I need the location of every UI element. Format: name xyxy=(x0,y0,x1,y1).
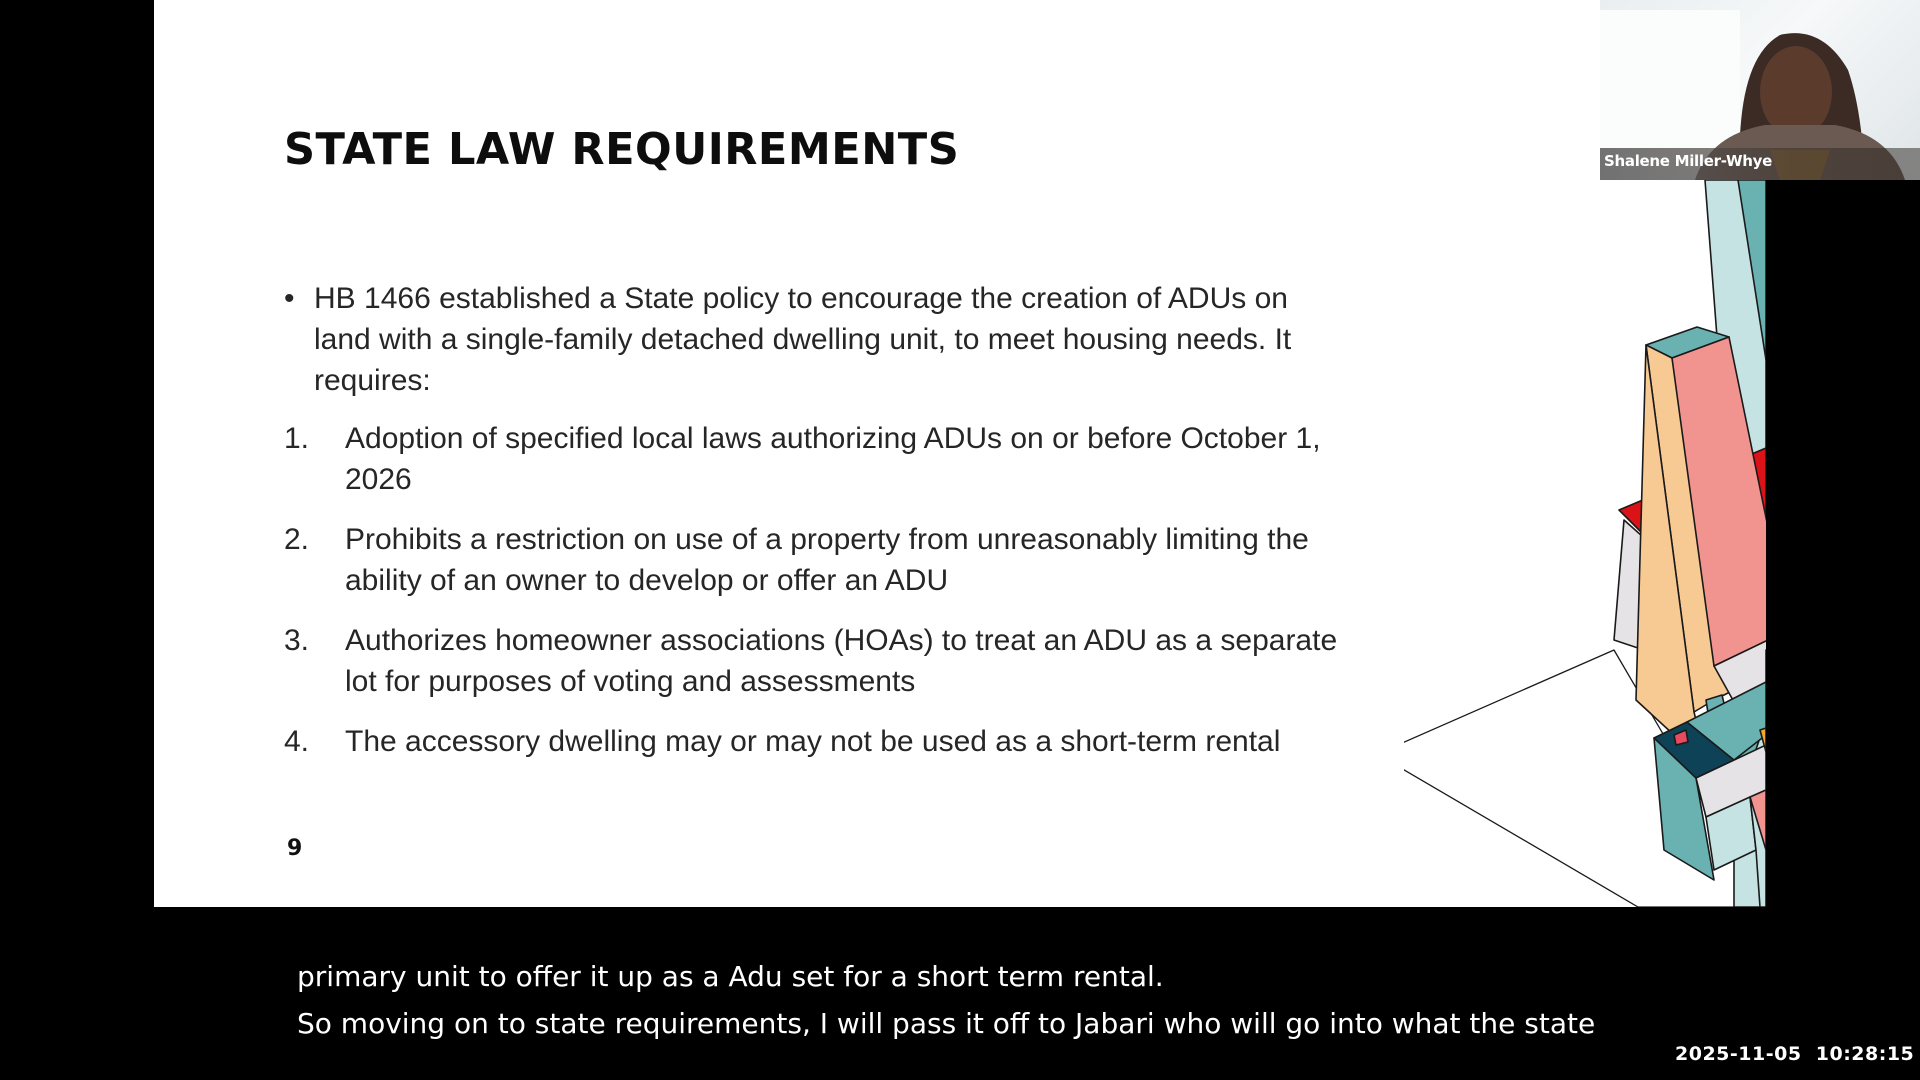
slide-page-number: 9 xyxy=(287,836,303,861)
requirement-item xyxy=(284,721,1364,762)
requirement-text: The accessory dwelling may or may not be used as a short-term rental xyxy=(345,725,1281,758)
requirement-item xyxy=(284,418,1364,500)
requirement-item xyxy=(284,519,1364,601)
requirement-text: Adoption of specified local laws authorizing ADUs on or before October 1, 2026 xyxy=(345,422,1321,496)
requirement-item xyxy=(284,620,1364,702)
presentation-slide xyxy=(154,0,1766,907)
requirement-number: 3. xyxy=(284,624,310,657)
requirements-list xyxy=(284,418,1364,781)
slide-title: STATE LAW REQUIREMENTS xyxy=(284,124,960,175)
participant-video-tile[interactable] xyxy=(1600,0,1920,180)
requirement-text: Prohibits a restriction on use of a property from unreasonably limiting the ability of an owner to develop or offer an ADU xyxy=(345,523,1309,597)
intro-bullet xyxy=(284,278,1344,401)
participant-name: Shalene Miller-Whye xyxy=(1604,152,1772,170)
requirement-number: 4. xyxy=(284,725,310,758)
intro-text: HB 1466 established a State policy to encourage the creation of ADUs on land with a single-family detached dwelling unit, to meet housing needs. It requires: xyxy=(314,282,1292,397)
live-captions xyxy=(297,953,1595,1047)
bullet-marker: • xyxy=(284,282,295,315)
requirement-number: 1. xyxy=(284,422,310,455)
caption-line: So moving on to state requirements, I will pass it off to Jabari who will go into what the state xyxy=(297,1007,1596,1040)
requirement-number: 2. xyxy=(284,523,310,556)
requirement-text: Authorizes homeowner associations (HOAs) to treat an ADU as a separate lot for purposes of voting and assessments xyxy=(345,624,1338,698)
recording-timestamp: 2025-11-05 10:28:15 xyxy=(1675,1043,1915,1065)
caption-line: primary unit to offer it up as a Adu set for a short term rental. xyxy=(297,960,1164,993)
